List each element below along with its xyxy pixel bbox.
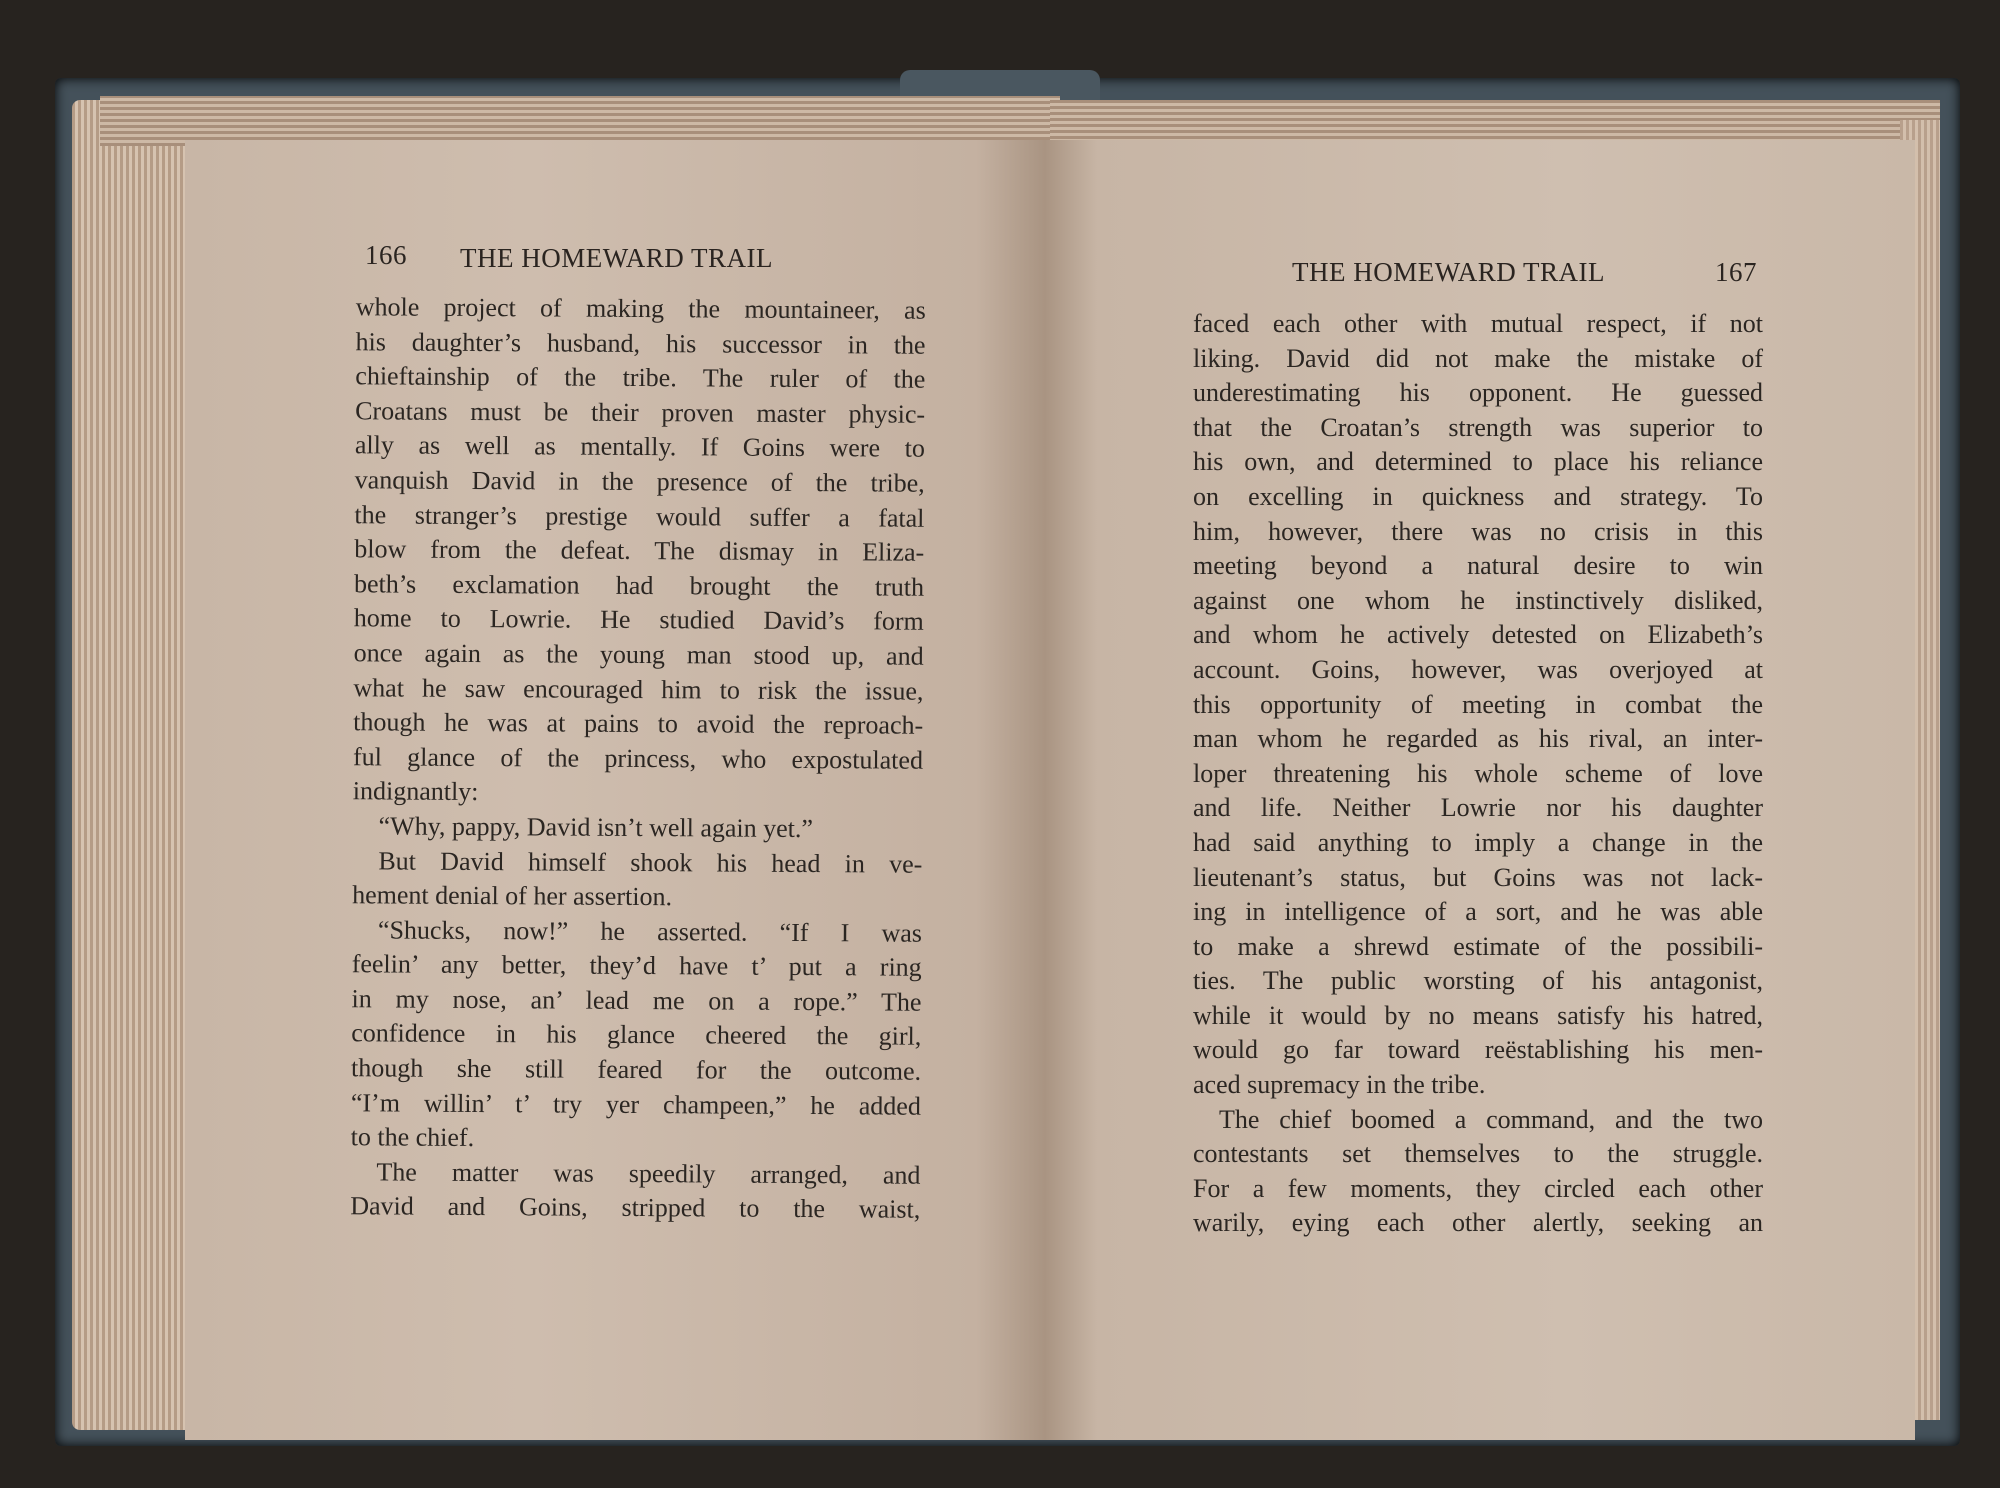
page-body-text [350, 290, 926, 1227]
text-line: contestants set themselves to the struggle. [1193, 1139, 1763, 1169]
text-line: his daughter’s husband, his successor in the [355, 326, 926, 360]
page-body-text [1193, 307, 1763, 1241]
text-line: ally as well as mentally. If Goins were to [354, 430, 925, 464]
text-line: liking. David did not make the mistake of [1193, 343, 1763, 373]
text-line: ties. The public worsting of his antagonist, [1193, 966, 1763, 996]
text-line: man whom he regarded as his rival, an inter- [1193, 724, 1763, 754]
text-line: while it would by no means satisfy his hatred, [1193, 1000, 1763, 1030]
text-line: “Why, pappy, David isn’t well again yet.” [378, 811, 814, 843]
text-line: this opportunity of meeting in combat the [1193, 689, 1763, 719]
text-line: his own, and determined to place his reliance [1193, 447, 1763, 477]
text-line: feelin’ any better, they’d have t’ put a ring [351, 949, 922, 983]
paragraph [352, 809, 922, 847]
text-line: beth’s exclamation had brought the truth [353, 569, 925, 602]
text-line: the stranger’s prestige would suffer a fatal [354, 499, 925, 533]
text-line: against one whom he instinctively disliked, [1193, 585, 1763, 615]
text-line: lieutenant’s status, but Goins was not lack- [1193, 862, 1763, 892]
running-head: THE HOMEWARD TRAIL [460, 243, 773, 273]
text-line: once again as the young man stood up, and [353, 638, 924, 671]
text-line: ful glance of the princess, who expostulated [352, 741, 924, 775]
text-line: account. Goins, however, was overjoyed at [1193, 654, 1763, 684]
text-line: had said anything to imply a change in the [1193, 827, 1763, 857]
text-line: though she still feared for the outcome. [351, 1053, 922, 1086]
text-line: warily, eying each other alertly, seeking an [1193, 1208, 1763, 1238]
text-line: hement denial of her assertion. [352, 880, 673, 912]
text-line: For a few moments, they circled each other [1193, 1173, 1763, 1203]
text-line: The chief boomed a command, and the two [1219, 1104, 1763, 1134]
paragraph [352, 844, 922, 917]
left-page [185, 140, 1045, 1440]
paragraph [353, 290, 926, 812]
text-line: on excelling in quickness and strategy. To [1193, 481, 1763, 511]
paragraph [1193, 1103, 1763, 1241]
paragraph [350, 1155, 920, 1228]
page-edges-top-left [100, 96, 1060, 146]
running-head: THE HOMEWARD TRAIL [1292, 257, 1605, 287]
page-number: 166 [365, 240, 407, 270]
text-line: whole project of making the mountaineer, as [355, 292, 926, 325]
text-line: what he saw encouraged him to risk the issue, [353, 672, 924, 706]
text-line: Croatans must be their proven master physic- [355, 396, 926, 429]
text-line: chieftainship of the tribe. The ruler of the [355, 361, 926, 394]
text-line: blow from the defeat. The dismay in Eliza- [354, 534, 925, 567]
text-line: him, however, there was no crisis in this [1193, 516, 1763, 546]
text-line: would go far toward reëstablishing his men- [1193, 1035, 1763, 1065]
text-line: loper threatening his whole scheme of love [1193, 758, 1763, 788]
text-line: ing in intelligence of a sort, and he was able [1193, 897, 1763, 927]
text-line: indignantly: [352, 776, 479, 807]
text-line: “Shucks, now!” he asserted. “If I was [377, 915, 923, 948]
page-edges-top-right [1050, 100, 1940, 145]
paragraph [1193, 307, 1763, 1103]
text-line: to the chief. [350, 1122, 475, 1153]
text-line: The matter was speedily arranged, and [376, 1157, 921, 1190]
page-edges-left [72, 100, 192, 1430]
text-line: to make a shrewd estimate of the possibili- [1193, 931, 1763, 961]
text-line: and whom he actively detested on Elizabeth’s [1193, 620, 1763, 650]
text-line: faced each other with mutual respect, if not [1193, 309, 1763, 338]
text-line: But David himself shook his head in ve- [378, 845, 923, 879]
text-line: underestimating his opponent. He guessed [1193, 378, 1763, 408]
text-line: vanquish David in the presence of the tribe, [354, 465, 925, 498]
text-line: in my nose, an’ lead me on a rope.” The [351, 984, 922, 1017]
text-line: “I’m willin’ t’ try yer champeen,” he added [350, 1087, 921, 1121]
text-line: David and Goins, stripped to the waist, [350, 1191, 921, 1225]
paragraph [351, 913, 922, 1159]
text-line: though he was at pains to avoid the reproach- [353, 707, 924, 740]
text-line: aced supremacy in the tribe. [1193, 1070, 1486, 1100]
text-line: that the Croatan’s strength was superior to [1193, 412, 1763, 442]
text-line: and life. Neither Lowrie nor his daughter [1193, 793, 1763, 823]
text-line: meeting beyond a natural desire to win [1193, 551, 1763, 581]
page-number: 167 [1715, 257, 1757, 287]
text-line: home to Lowrie. He studied David’s form [353, 603, 924, 637]
right-page [1045, 140, 1915, 1440]
text-line: confidence in his glance cheered the girl, [351, 1018, 922, 1052]
